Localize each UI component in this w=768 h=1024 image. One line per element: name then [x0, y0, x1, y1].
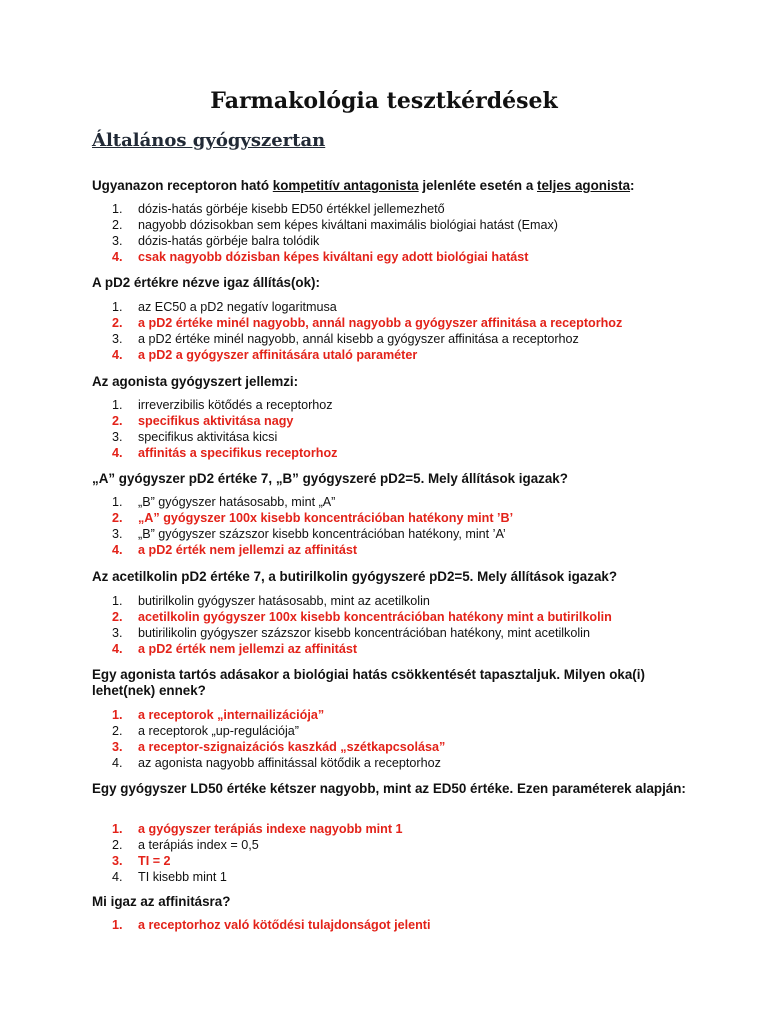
answer-option [112, 300, 712, 316]
question-text [92, 374, 692, 390]
answer-number: 3. [112, 739, 123, 754]
question-text-segment: jelenléte esetén a [418, 178, 537, 193]
answer-option [112, 202, 712, 218]
answer-number: 3. [112, 625, 123, 640]
answer-text: a pD2 értéke minél nagyobb, annál kisebb a gyógyszer affinitása a receptorhoz [138, 331, 579, 346]
answer-list [112, 594, 712, 658]
answer-text: irreverzibilis kötődés a receptorhoz [138, 398, 333, 412]
answer-number: 2. [112, 217, 123, 232]
answer-number: 3. [112, 331, 123, 346]
answer-option [112, 218, 712, 234]
answer-text: a terápiás index = 0,5 [138, 837, 259, 852]
answer-number: 1. [112, 300, 123, 314]
answer-text: az agonista nagyobb affinitással kötődik a receptorhoz [138, 755, 441, 770]
answer-number: 4. [112, 542, 123, 557]
answer-option [112, 838, 712, 854]
answer-number: 4. [112, 641, 123, 656]
answer-option-correct [112, 610, 712, 626]
answer-text: a receptorok „internailizációja” [138, 708, 325, 722]
answer-number: 1. [112, 708, 123, 722]
answer-text: specifikus aktivitása nagy [138, 413, 294, 428]
answer-option-correct [112, 348, 712, 364]
question-text-segment: Mi igaz az affinitásra? [92, 894, 231, 909]
answer-option-correct [112, 642, 712, 658]
question-underlined-term: kompetitív antagonista [272, 178, 419, 193]
answer-option [112, 594, 712, 610]
document-title: Farmakológia tesztkérdések [210, 88, 558, 114]
answer-option [112, 527, 712, 543]
answer-list [112, 202, 712, 266]
answer-text: a pD2 érték nem jellemzi az affinitást [138, 641, 358, 656]
answer-option-correct [112, 740, 712, 756]
answer-text: a receptorhoz való kötődési tulajdonságot jelenti [138, 918, 431, 932]
answer-option-correct [112, 543, 712, 559]
answer-text: TI kisebb mint 1 [138, 869, 227, 884]
answer-option-correct [112, 918, 712, 934]
question-text [92, 178, 692, 194]
answer-number: 1. [112, 918, 123, 932]
answer-option-correct [112, 708, 712, 724]
answer-option [112, 756, 712, 772]
question-text [92, 781, 692, 797]
answer-option [112, 724, 712, 740]
question-text-segment: Ugyanazon receptoron ható [92, 178, 273, 193]
answer-option [112, 430, 712, 446]
answer-option-correct [112, 854, 712, 870]
answer-number: 3. [112, 233, 123, 248]
answer-option-correct [112, 414, 712, 430]
answer-number: 2. [112, 413, 123, 428]
answer-list [112, 495, 712, 559]
answer-text: az EC50 a pD2 negatív logaritmusa [138, 300, 337, 314]
answer-option-correct [112, 316, 712, 332]
answer-text: nagyobb dózisokban sem képes kiváltani maximális biológiai hatást (Emax) [138, 217, 558, 232]
answer-list [112, 398, 712, 462]
answer-number: 1. [112, 822, 123, 836]
answer-number: 3. [112, 526, 123, 541]
answer-option-correct [112, 250, 712, 266]
question-text [92, 894, 692, 910]
answer-number: 3. [112, 853, 123, 868]
question-text-segment: Egy gyógyszer LD50 értéke kétszer nagyobb, mint az ED50 értéke. Ezen paraméterek alapján: [92, 781, 686, 796]
question-text [92, 275, 692, 291]
answer-number: 4. [112, 755, 123, 770]
question-text [92, 667, 692, 699]
question-text-segment: Az acetilkolin pD2 értéke 7, a butirilkolin gyógyszeré pD2=5. Mely állítások igazak? [92, 569, 618, 584]
answer-text: „B” gyógyszer hatásosabb, mint „A” [138, 495, 336, 509]
section-heading: Általános gyógyszertan [92, 130, 326, 151]
answer-text: a receptor-szignaizációs kaszkád „szétkapcsolása” [138, 739, 446, 754]
answer-text: a pD2 a gyógyszer affinitására utaló paraméter [138, 347, 418, 362]
answer-number: 4. [112, 869, 123, 884]
question-text [92, 471, 692, 487]
answer-option-correct [112, 822, 712, 838]
answer-text: acetilkolin gyógyszer 100x kisebb koncentrációban hatékony mint a butirilkolin [138, 609, 612, 624]
question-text-segment: : [630, 178, 635, 193]
answer-number: 1. [112, 594, 123, 608]
answer-number: 4. [112, 445, 123, 460]
answer-number: 4. [112, 347, 123, 362]
question-text [92, 569, 692, 585]
question-underlined-term: teljes agonista [537, 178, 631, 193]
question-text-segment: A pD2 értékre nézve igaz állítás(ok): [92, 275, 320, 290]
answer-text: dózis-hatás görbéje balra tolódik [138, 233, 320, 248]
question-text-segment: „A” gyógyszer pD2 értéke 7, „B” gyógyszeré pD2=5. Mely állítások igazak? [92, 471, 568, 486]
answer-number: 1. [112, 495, 123, 509]
question-text-segment: Egy agonista tartós adásakor a biológiai hatás csökkentését tapasztaljuk. Milyen oka(i) lehet(nek) ennek? [92, 667, 645, 698]
answer-number: 2. [112, 609, 123, 624]
answer-text: „B” gyógyszer százszor kisebb koncentrációban hatékony, mint ’A’ [138, 526, 506, 541]
answer-text: a receptorok „up-regulációja” [138, 723, 300, 738]
answer-option [112, 495, 712, 511]
answer-text: butirilkolin gyógyszer hatásosabb, mint az acetilkolin [138, 594, 430, 608]
answer-text: a gyógyszer terápiás indexe nagyobb mint 1 [138, 822, 403, 836]
answer-number: 1. [112, 398, 123, 412]
answer-option [112, 870, 712, 886]
answer-number: 1. [112, 202, 123, 216]
answer-text: dózis-hatás görbéje kisebb ED50 értékkel jellemezhető [138, 202, 445, 216]
answer-text: „A” gyógyszer 100x kisebb koncentrációban hatékony mint ’B’ [138, 510, 514, 525]
answer-list [112, 300, 712, 364]
answer-text: a pD2 érték nem jellemzi az affinitást [138, 542, 358, 557]
answer-list [112, 918, 712, 934]
answer-list [112, 708, 712, 772]
answer-text: affinitás a specifikus receptorhoz [138, 445, 338, 460]
answer-option [112, 626, 712, 642]
answer-number: 3. [112, 429, 123, 444]
answer-list [112, 822, 712, 886]
answer-number: 4. [112, 249, 123, 264]
answer-text: butirilikolin gyógyszer százszor kisebb koncentrációban hatékony, mint acetilkolin [138, 625, 590, 640]
answer-number: 2. [112, 723, 123, 738]
answer-number: 2. [112, 315, 123, 330]
answer-text: csak nagyobb dózisban képes kiváltani egy adott biológiai hatást [138, 249, 529, 264]
answer-option [112, 398, 712, 414]
answer-option-correct [112, 511, 712, 527]
answer-option [112, 234, 712, 250]
answer-number: 2. [112, 837, 123, 852]
answer-number: 2. [112, 510, 123, 525]
answer-text: TI = 2 [138, 853, 171, 868]
answer-option-correct [112, 446, 712, 462]
answer-option [112, 332, 712, 348]
answer-text: a pD2 értéke minél nagyobb, annál nagyobb a gyógyszer affinitása a receptorhoz [138, 315, 623, 330]
answer-text: specifikus aktivitása kicsi [138, 429, 278, 444]
question-text-segment: Az agonista gyógyszert jellemzi: [92, 374, 299, 389]
